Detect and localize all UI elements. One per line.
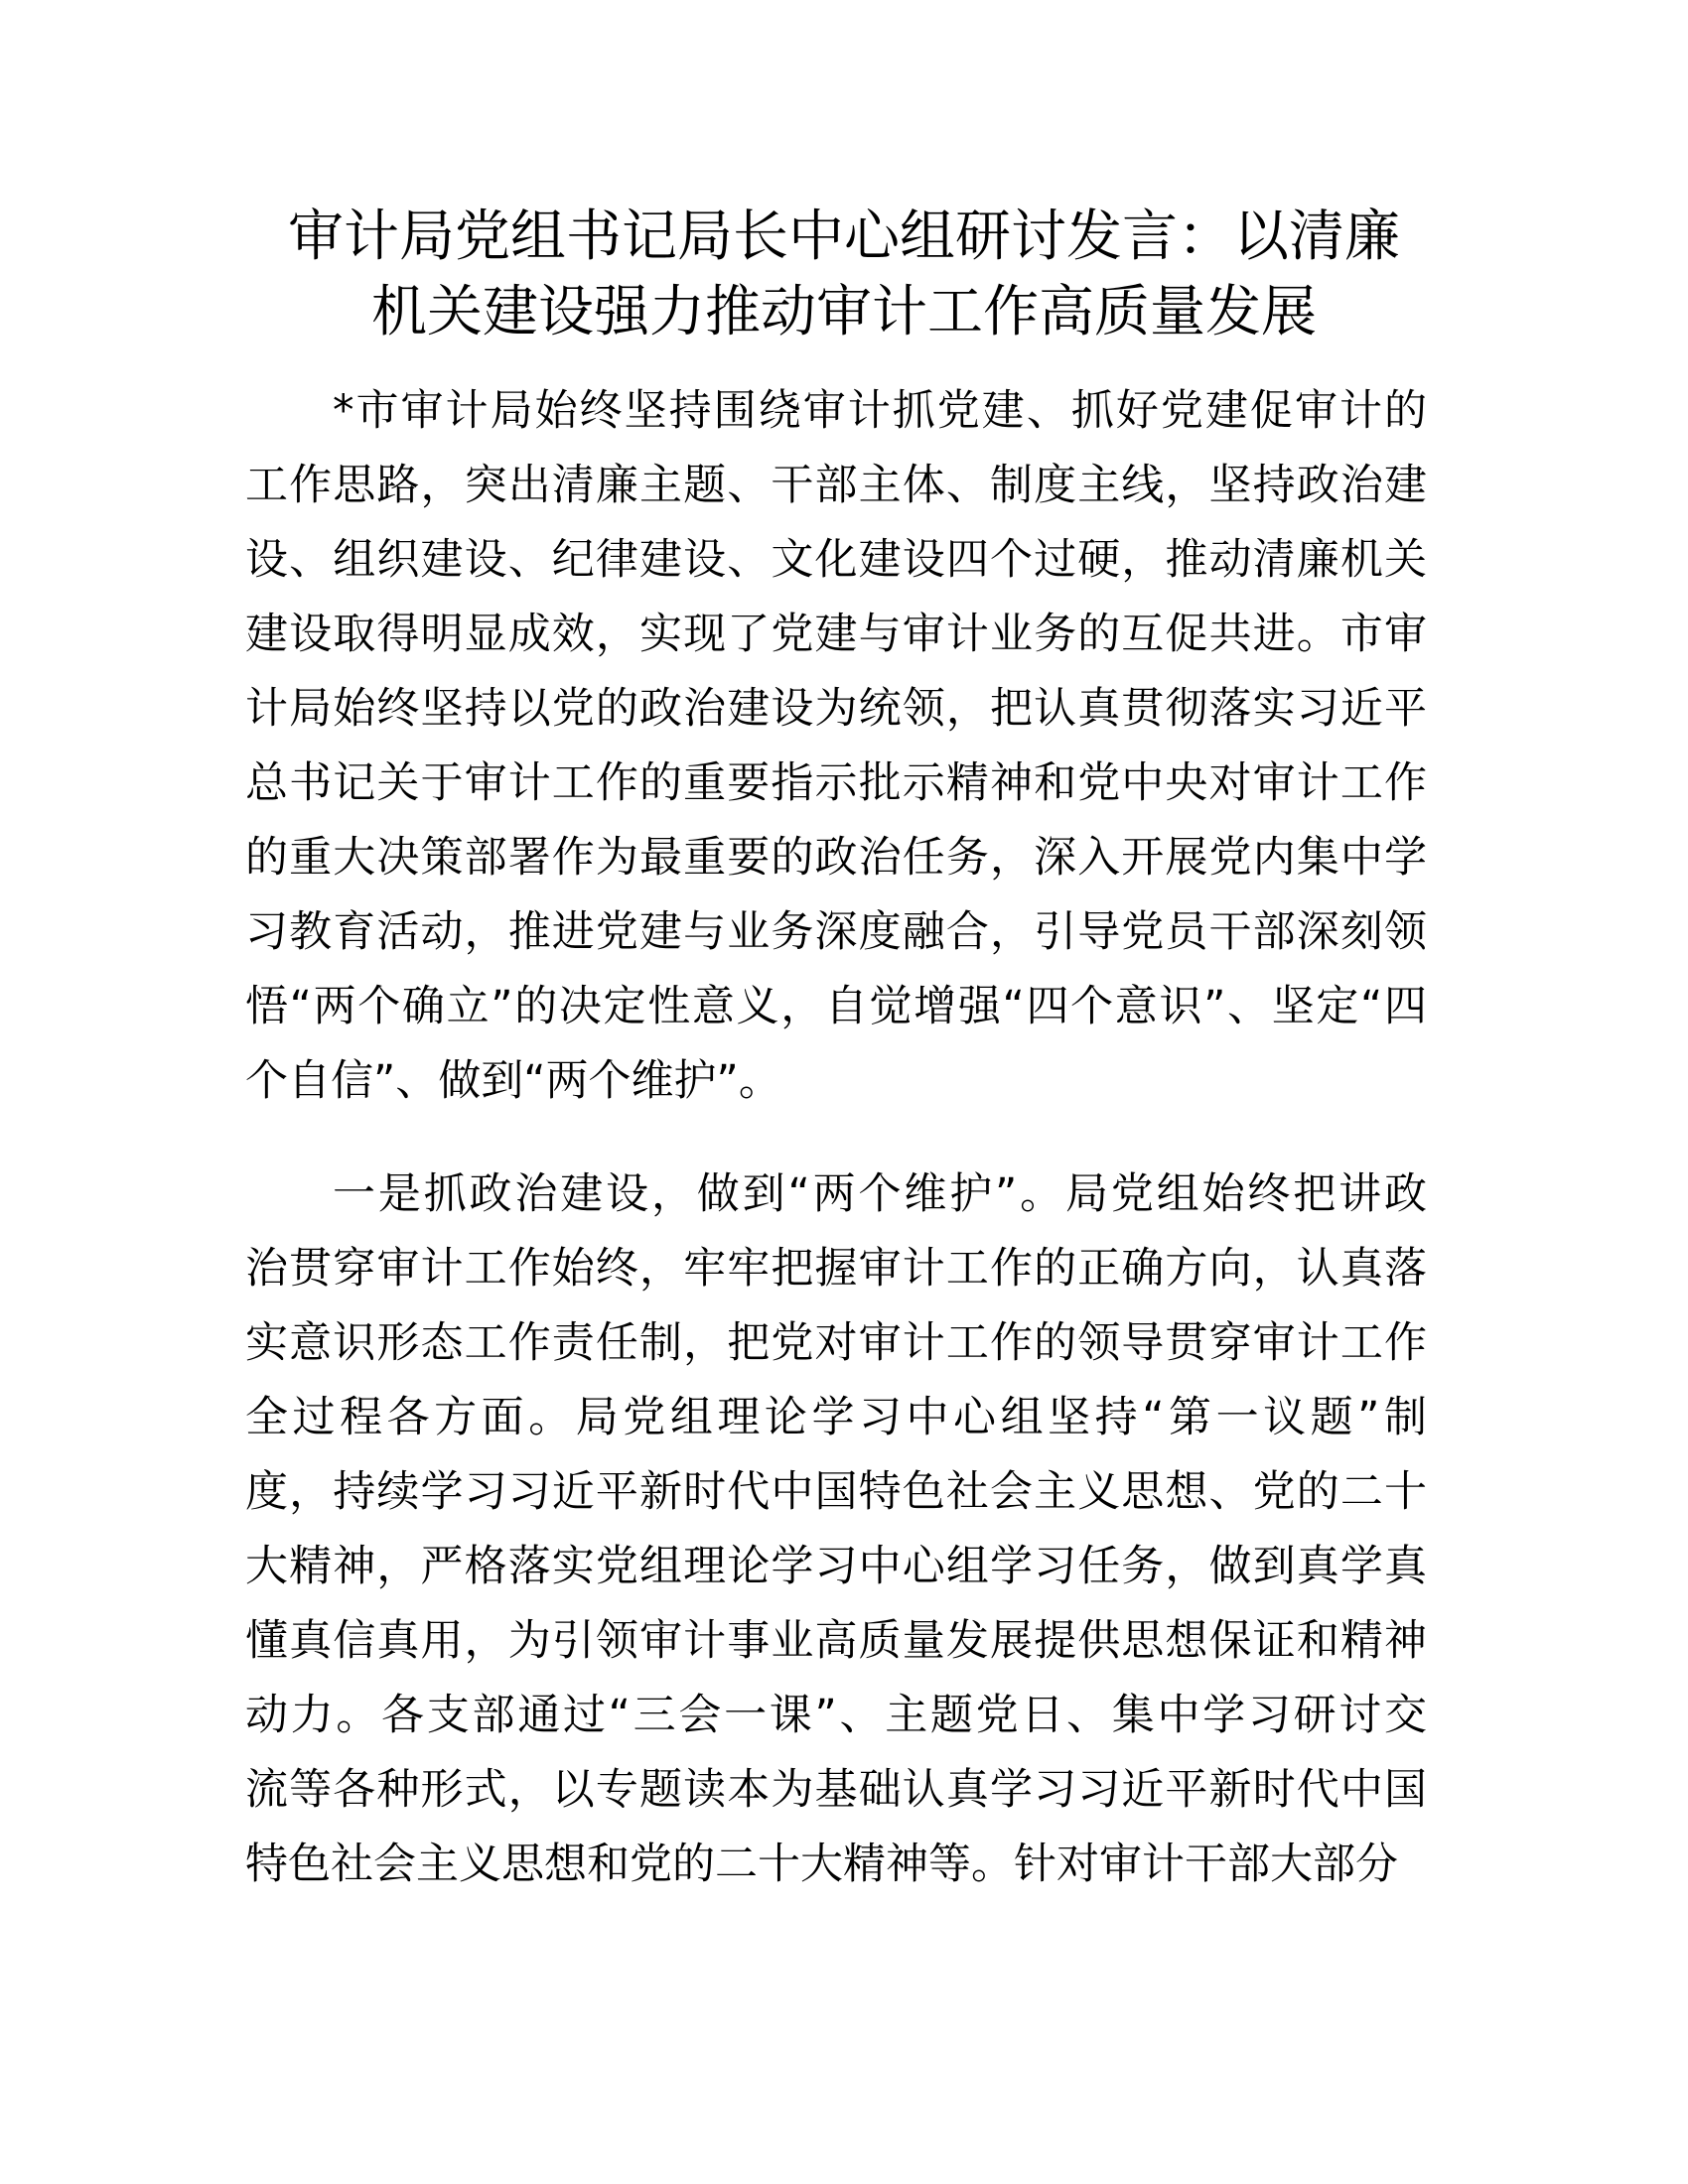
document-title-line-2: 机关建设强力推动审计工作高质量发展 xyxy=(371,280,1317,344)
paragraph-line: 懂真信真用，为引领审计事业高质量发展提供思想保证和精神 xyxy=(245,1616,1427,1666)
paragraph-line: 的重大决策部署作为最重要的政治任务，深入开展党内集中学 xyxy=(245,833,1427,883)
paragraph-line: 治贯穿审计工作始终，牢牢把握审计工作的正确方向，认真落 xyxy=(245,1244,1427,1294)
paragraph-line: 总书记关于审计工作的重要指示批示精神和党中央对审计工作 xyxy=(245,758,1427,808)
paragraph-line: 个自信”、做到“两个维护”。 xyxy=(245,1056,781,1106)
paragraph-line: 全过程各方面。局党组理论学习中心组坚持“第一议题”制 xyxy=(245,1393,1427,1442)
document-title-line-1: 审计局党组书记局长中心组研讨发言：以清廉 xyxy=(288,205,1400,269)
paragraph-line: 工作思路，突出清廉主题、干部主体、制度主线，坚持政治建 xyxy=(245,461,1427,510)
paragraph-line: 悟“两个确立”的决定性意义，自觉增强“四个意识”、坚定“四 xyxy=(245,982,1427,1031)
paragraph-line: 度，持续学习习近平新时代中国特色社会主义思想、党的二十 xyxy=(245,1467,1427,1517)
paragraph-line: 习教育活动，推进党建与业务深度融合，引导党员干部深刻领 xyxy=(245,907,1427,957)
paragraph-line: 建设取得明显成效，实现了党建与审计业务的互促共进。市审 xyxy=(245,610,1427,659)
paragraph-line: 动力。各支部通过“三会一课”、主题党日、集中学习研讨交 xyxy=(245,1691,1427,1740)
paragraph-line: 设、组织建设、纪律建设、文化建设四个过硬，推动清廉机关 xyxy=(245,535,1427,585)
paragraph-line: 计局始终坚持以党的政治建设为统领，把认真贯彻落实习近平 xyxy=(245,684,1427,734)
paragraph-political-construction xyxy=(245,1158,1427,1902)
paragraph-line: 实意识形态工作责任制，把党对审计工作的领导贯穿审计工作 xyxy=(245,1318,1427,1368)
paragraph-line: 特色社会主义思想和党的二十大精神等。针对审计干部大部分 xyxy=(245,1840,1398,1889)
paragraph-intro xyxy=(245,374,1427,1119)
paragraph-line: 一是抓政治建设，做到“两个维护”。局党组始终把讲政 xyxy=(333,1169,1427,1219)
paragraph-line: 大精神，严格落实党组理论学习中心组学习任务，做到真学真 xyxy=(245,1542,1427,1591)
paragraph-line: *市审计局始终坚持围绕审计抓党建、抓好党建促审计的 xyxy=(333,386,1427,436)
paragraph-line: 流等各种形式，以专题读本为基础认真学习习近平新时代中国 xyxy=(245,1765,1427,1815)
